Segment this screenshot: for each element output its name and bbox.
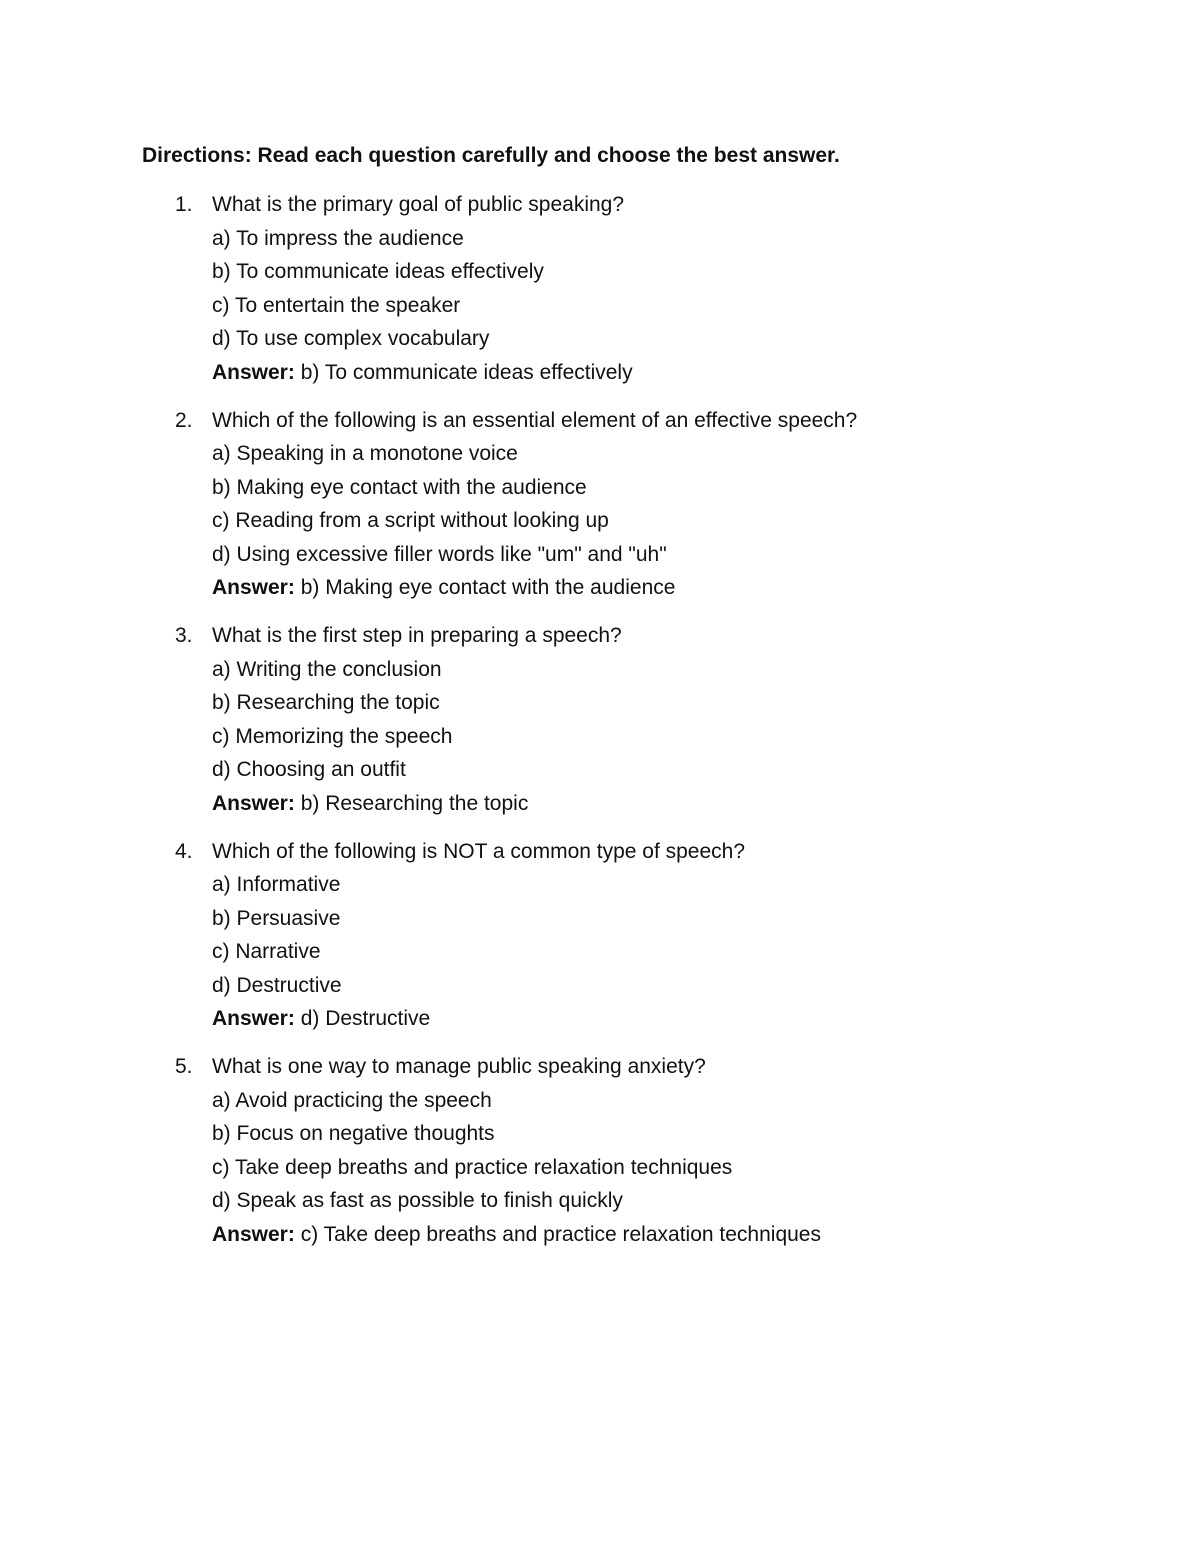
question-number: 3. [175, 624, 193, 647]
question-1 [0, 188, 1200, 389]
answer-line [0, 1002, 1200, 1036]
question-line [0, 404, 1200, 438]
answer-text: b) To communicate ideas effectively [300, 360, 633, 384]
option-c: c) To entertain the speaker [212, 293, 461, 317]
question-text: Which of the following is NOT a common type of speech? [212, 839, 746, 863]
answer-label: Answer: [212, 791, 295, 815]
answer-label: Answer: [212, 1222, 295, 1246]
question-line [0, 619, 1200, 653]
option-b: b) To communicate ideas effectively [212, 260, 544, 283]
question-line [0, 1050, 1200, 1084]
answer-line [0, 571, 1200, 605]
directions-heading: Directions: Read each question carefully and choose the best answer. [142, 144, 840, 167]
answer-label: Answer: [212, 576, 295, 599]
option-b: b) Researching the topic [212, 691, 440, 714]
answer-label: Answer: [212, 360, 295, 384]
question-number: 1. [175, 193, 193, 216]
option-d: d) Destructive [212, 973, 342, 997]
option-b: b) Focus on negative thoughts [212, 1122, 495, 1145]
question-number: 5. [175, 1055, 193, 1078]
question-4 [0, 835, 1200, 1036]
answer-text: b) Researching the topic [300, 791, 529, 815]
option-b: b) Making eye contact with the audience [212, 475, 587, 499]
answer-line [0, 356, 1200, 390]
option-a: a) Avoid practicing the speech [212, 1088, 492, 1112]
option-c: c) Take deep breaths and practice relaxation techniques [212, 1155, 733, 1179]
answer-text: b) Making eye contact with the audience [300, 576, 676, 599]
question-number: 2. [175, 408, 193, 432]
answer-label: Answer: [212, 1007, 295, 1030]
option-a: a) To impress the audience [212, 226, 464, 250]
question-3 [0, 619, 1200, 820]
question-5 [0, 1050, 1200, 1251]
option-a: a) Writing the conclusion [212, 657, 442, 681]
question-line [0, 188, 1200, 222]
option-a: a) Informative [212, 873, 341, 896]
option-c: c) Reading from a script without looking up [212, 509, 609, 532]
question-text: What is one way to manage public speaking anxiety? [212, 1055, 706, 1078]
question-text: What is the first step in preparing a speech? [212, 624, 622, 647]
option-c: c) Memorizing the speech [212, 724, 453, 748]
option-a: a) Speaking in a monotone voice [212, 442, 518, 465]
option-b: b) Persuasive [212, 906, 341, 930]
question-text: What is the primary goal of public speaking? [212, 193, 625, 216]
answer-text: d) Destructive [300, 1007, 431, 1030]
answer-line [0, 1218, 1200, 1252]
answer-text: c) Take deep breaths and practice relaxation techniques [300, 1222, 821, 1246]
question-line [0, 835, 1200, 869]
option-d: d) Using excessive filler words like "um" and "uh" [212, 542, 667, 566]
question-text: Which of the following is an essential element of an effective speech? [212, 408, 858, 432]
option-d: d) Speak as fast as possible to finish quickly [212, 1189, 623, 1212]
question-number: 4. [175, 839, 193, 863]
question-2 [0, 404, 1200, 605]
answer-line [0, 787, 1200, 821]
option-d: d) Choosing an outfit [212, 758, 406, 781]
option-c: c) Narrative [212, 940, 321, 963]
option-d: d) To use complex vocabulary [212, 327, 490, 350]
